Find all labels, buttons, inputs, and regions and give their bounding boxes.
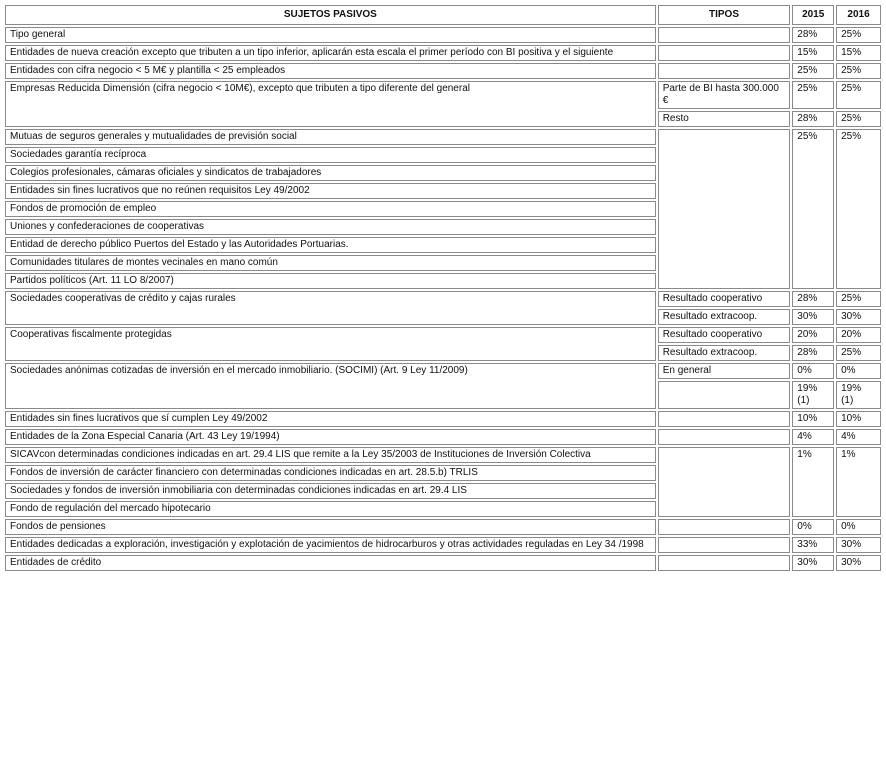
type-cell bbox=[658, 27, 791, 43]
type-cell: Resultado extracoop. bbox=[658, 309, 791, 325]
rate-2016-cell: 15% bbox=[836, 45, 881, 61]
table-row bbox=[5, 447, 881, 463]
rate-2016-cell: 25% bbox=[836, 63, 881, 79]
subject-cell: Partidos políticos (Art. 11 LO 8/2007) bbox=[5, 273, 656, 289]
subject-cell: Entidades sin fines lucrativos que sí cumplen Ley 49/2002 bbox=[5, 411, 656, 427]
rate-2015-cell: 25% bbox=[792, 63, 834, 79]
rate-2015-cell: 0% bbox=[792, 363, 834, 379]
subject-cell: Sociedades y fondos de inversión inmobiliaria con determinadas condiciones indicadas en art. 29.4 LIS bbox=[5, 483, 656, 499]
rate-2015-cell: 28% bbox=[792, 27, 834, 43]
rate-2015-cell: 0% bbox=[792, 519, 834, 535]
table-row bbox=[5, 555, 881, 571]
subject-cell: Entidades con cifra negocio < 5 M€ y plantilla < 25 empleados bbox=[5, 63, 656, 79]
subject-cell: Uniones y confederaciones de cooperativas bbox=[5, 219, 656, 235]
rate-2016-cell: 4% bbox=[836, 429, 881, 445]
rate-2015-cell: 4% bbox=[792, 429, 834, 445]
type-cell: Resultado cooperativo bbox=[658, 327, 791, 343]
rate-2015-cell: 28% bbox=[792, 291, 834, 307]
type-cell bbox=[658, 447, 791, 517]
rate-2015-cell: 15% bbox=[792, 45, 834, 61]
type-cell bbox=[658, 129, 791, 289]
header-types: TIPOS bbox=[658, 5, 791, 25]
rate-2015-cell: 1% bbox=[792, 447, 834, 517]
subject-cell: Mutuas de seguros generales y mutualidades de previsión social bbox=[5, 129, 656, 145]
rate-2015-cell: 28% bbox=[792, 111, 834, 127]
subject-cell: Entidades de la Zona Especial Canaria (Art. 43 Ley 19/1994) bbox=[5, 429, 656, 445]
type-cell bbox=[658, 555, 791, 571]
subject-cell: Sociedades cooperativas de crédito y cajas rurales bbox=[5, 291, 656, 325]
subject-cell: Fondos de promoción de empleo bbox=[5, 201, 656, 217]
subject-cell: Colegios profesionales, cámaras oficiales y sindicatos de trabajadores bbox=[5, 165, 656, 181]
type-cell bbox=[658, 519, 791, 535]
subject-cell: Tipo general bbox=[5, 27, 656, 43]
type-cell bbox=[658, 429, 791, 445]
subject-cell: Empresas Reducida Dimensión (cifra negocio < 10M€), excepto que tributen a tipo diferente del general bbox=[5, 81, 656, 127]
subject-cell: Cooperativas fiscalmente protegidas bbox=[5, 327, 656, 361]
rate-2015-cell: 10% bbox=[792, 411, 834, 427]
rate-2016-cell: 25% bbox=[836, 111, 881, 127]
subject-cell: Fondo de regulación del mercado hipotecario bbox=[5, 501, 656, 517]
type-cell: Resultado cooperativo bbox=[658, 291, 791, 307]
subject-cell: Entidades dedicadas a exploración, investigación y explotación de yacimientos de hidrocarburos y otras actividades reguladas en Ley 34 /1998 bbox=[5, 537, 656, 553]
rate-2015-cell: 28% bbox=[792, 345, 834, 361]
table-row bbox=[5, 81, 881, 109]
rate-2016-cell: 25% bbox=[836, 81, 881, 109]
rate-2016-cell: 25% bbox=[836, 129, 881, 289]
rate-2016-cell: 20% bbox=[836, 327, 881, 343]
header-2016: 2016 bbox=[836, 5, 881, 25]
rate-2016-cell: 0% bbox=[836, 363, 881, 379]
subject-cell: SICAVcon determinadas condiciones indicadas en art. 29.4 LIS que remite a la Ley 35/2003 de Instituciones de Inversión Colectiva bbox=[5, 447, 656, 463]
type-cell bbox=[658, 45, 791, 61]
subject-cell: Entidades de crédito bbox=[5, 555, 656, 571]
type-cell: En general bbox=[658, 363, 791, 379]
subject-cell: Sociedades garantía recíproca bbox=[5, 147, 656, 163]
rate-2015-cell: 20% bbox=[792, 327, 834, 343]
rate-2015-cell: 30% bbox=[792, 309, 834, 325]
rate-2016-cell: 19% (1) bbox=[836, 381, 881, 409]
subject-cell: Sociedades anónimas cotizadas de inversión en el mercado inmobiliario. (SOCIMI) (Art. 9 Ley 11/2009) bbox=[5, 363, 656, 409]
table-row bbox=[5, 45, 881, 61]
table-row bbox=[5, 291, 881, 307]
rate-2016-cell: 25% bbox=[836, 345, 881, 361]
subject-cell: Fondos de pensiones bbox=[5, 519, 656, 535]
type-cell bbox=[658, 63, 791, 79]
rate-2016-cell: 30% bbox=[836, 309, 881, 325]
rate-2015-cell: 33% bbox=[792, 537, 834, 553]
rate-2016-cell: 0% bbox=[836, 519, 881, 535]
table-row bbox=[5, 537, 881, 553]
rate-2015-cell: 25% bbox=[792, 81, 834, 109]
table-row bbox=[5, 429, 881, 445]
table-row bbox=[5, 519, 881, 535]
table-row bbox=[5, 63, 881, 79]
type-cell bbox=[658, 411, 791, 427]
type-cell bbox=[658, 537, 791, 553]
table-row bbox=[5, 129, 881, 145]
rate-2016-cell: 1% bbox=[836, 447, 881, 517]
header-row bbox=[5, 5, 881, 25]
type-cell: Parte de BI hasta 300.000 € bbox=[658, 81, 791, 109]
rate-2015-cell: 25% bbox=[792, 129, 834, 289]
header-subjects: SUJETOS PASIVOS bbox=[5, 5, 656, 25]
rate-2015-cell: 30% bbox=[792, 555, 834, 571]
subject-cell: Entidad de derecho público Puertos del Estado y las Autoridades Portuarias. bbox=[5, 237, 656, 253]
rate-2016-cell: 30% bbox=[836, 537, 881, 553]
table-row bbox=[5, 363, 881, 379]
type-cell: Resultado extracoop. bbox=[658, 345, 791, 361]
rate-2016-cell: 25% bbox=[836, 291, 881, 307]
rate-2016-cell: 30% bbox=[836, 555, 881, 571]
subject-cell: Comunidades titulares de montes vecinales en mano común bbox=[5, 255, 656, 271]
table-row bbox=[5, 327, 881, 343]
rate-2015-cell: 19% (1) bbox=[792, 381, 834, 409]
table-row bbox=[5, 27, 881, 43]
type-cell: Resto bbox=[658, 111, 791, 127]
tax-rates-table bbox=[3, 3, 883, 573]
table-row bbox=[5, 411, 881, 427]
subject-cell: Entidades de nueva creación excepto que tributen a un tipo inferior, aplicarán esta escala el primer período con BI positiva y el siguiente bbox=[5, 45, 656, 61]
header-2015: 2015 bbox=[792, 5, 834, 25]
rate-2016-cell: 10% bbox=[836, 411, 881, 427]
subject-cell: Entidades sin fines lucrativos que no reúnen requisitos Ley 49/2002 bbox=[5, 183, 656, 199]
type-cell bbox=[658, 381, 791, 409]
rate-2016-cell: 25% bbox=[836, 27, 881, 43]
subject-cell: Fondos de inversión de carácter financiero con determinadas condiciones indicadas en art. 28.5.b) TRLIS bbox=[5, 465, 656, 481]
